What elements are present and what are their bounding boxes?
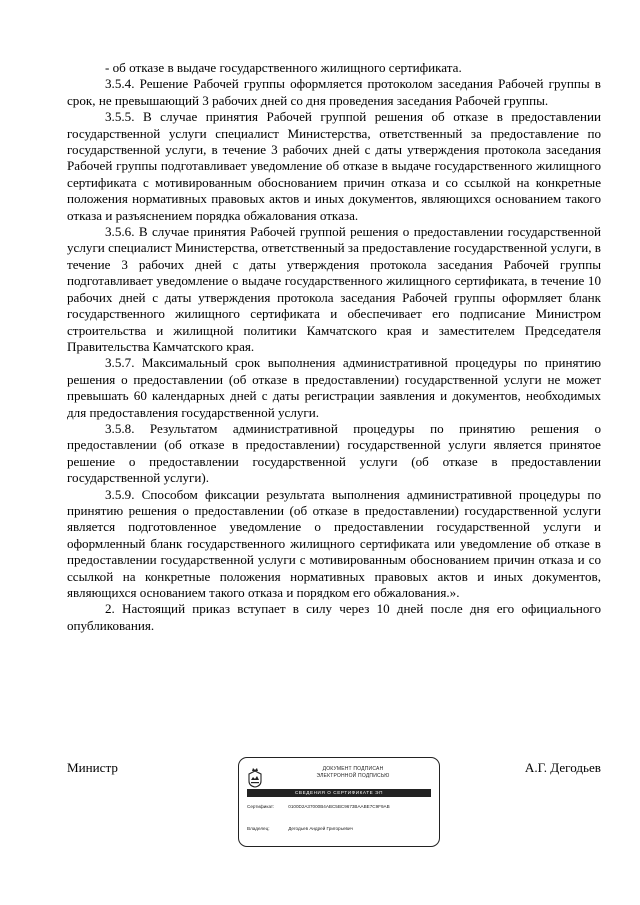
stamp-title: [271, 766, 435, 780]
paragraph-3-5-7: 3.5.7. Максимальный срок выполнения административной процедуры по принятию решения о предоставлении (об отказе в предоставлении) государственной услуги не может превышать 60 календарных дней с даты регистрации заявления и документов, необходимых для предоставления государственной услуги.: [67, 355, 601, 420]
signatory-position: Министр: [67, 760, 118, 775]
stamp-title-line-1: ДОКУМЕНТ ПОДПИСАН: [322, 766, 384, 772]
paragraph-3-5-9: 3.5.9. Способом фиксации результата выполнения административной процедуры по принятию решения о предоставлении (об отказе в предоставлении) государственной услуги является подготовленное уведомление о предоставлении государственной услуги и оформленный бланк государственного жилищного сертификата или уведомление об отказе в предоставлении государственной услуги с мотивированным обоснованием причин отказа и со ссылкой на конкретные положения нормативных правовых актов и иных документов, являющихся основанием такого отказа и порядком его обжалования.».: [67, 486, 601, 600]
certificate-label: Сертификат:: [247, 804, 275, 809]
signatory-name: А.Г. Дегодьев: [524, 760, 601, 775]
paragraph-3-5-4: 3.5.4. Решение Рабочей группы оформляется протоколом заседания Рабочей группы в срок, не превышающий 3 рабочих дней со дня проведения заседания Рабочей группы.: [67, 76, 601, 108]
stamp-certificate-bar: СВЕДЕНИЯ О СЕРТИФИКАТЕ ЭП: [247, 789, 431, 797]
certificate-value: 0100D2A37000B4ABC5BC9673BAABE7C9F9AB: [288, 804, 390, 809]
paragraph-2-entry-into-force: 2. Настоящий приказ вступает в силу через 10 дней после дня его официального опубликования.: [67, 601, 601, 633]
owner-label: Владелец:: [247, 826, 270, 831]
coat-of-arms-icon: [247, 766, 263, 788]
document-body: [67, 60, 601, 634]
paragraph-3-5-6: 3.5.6. В случае принятия Рабочей группой решения о предоставлении государственной услуги специалист Министерства, ответственный за предоставление государственной услуги, в течение 3 рабочих дней с даты утверждения протокола заседания Рабочей группы подготавливает уведомление о выдаче государственного жилищного сертификата, в течение 10 рабочих дней с даты утверждения протокола заседания Рабочей группы оформляет бланк государственного жилищного сертификата и обеспечивает его подписание Министром строительства и жилищной политики Камчатского края и заместителем Председателя Правительства Камчатского края.: [67, 224, 601, 354]
paragraph-refusal-item: - об отказе в выдаче государственного жилищного сертификата.: [105, 60, 462, 75]
paragraph-3-5-5: 3.5.5. В случае принятия Рабочей группой решения об отказе в предоставлении государственной услуги специалист Министерства, ответственный за предоставление по государственной услуги, в течение 3 рабочих дней с даты утверждения протокола заседания Рабочей группы подготавливает уведомление об отказе в выдаче государственного жилищного сертификата с мотивированным обоснованием причин отказа и со ссылкой на конкретные положения нормативных правовых актов и иных документов, являющихся основанием такого отказа и разъяснением порядка обжалования отказа.: [67, 109, 601, 223]
stamp-title-line-2: ЭЛЕКТРОННОЙ ПОДПИСЬЮ: [316, 773, 390, 779]
stamp-certificate-row: [247, 804, 433, 810]
stamp-owner-row: [247, 826, 433, 832]
owner-value: Дегодьев Андрей Григорьевич: [288, 826, 353, 831]
paragraph-3-5-8: 3.5.8. Результатом административной процедуры по принятию решения о предоставлении (об отказе в предоставлении) государственной услуги является принятое решение о предоставлении государственной услуги (об отказе в предоставлении государственной услуги).: [67, 420, 601, 486]
electronic-signature-stamp: [238, 757, 440, 847]
